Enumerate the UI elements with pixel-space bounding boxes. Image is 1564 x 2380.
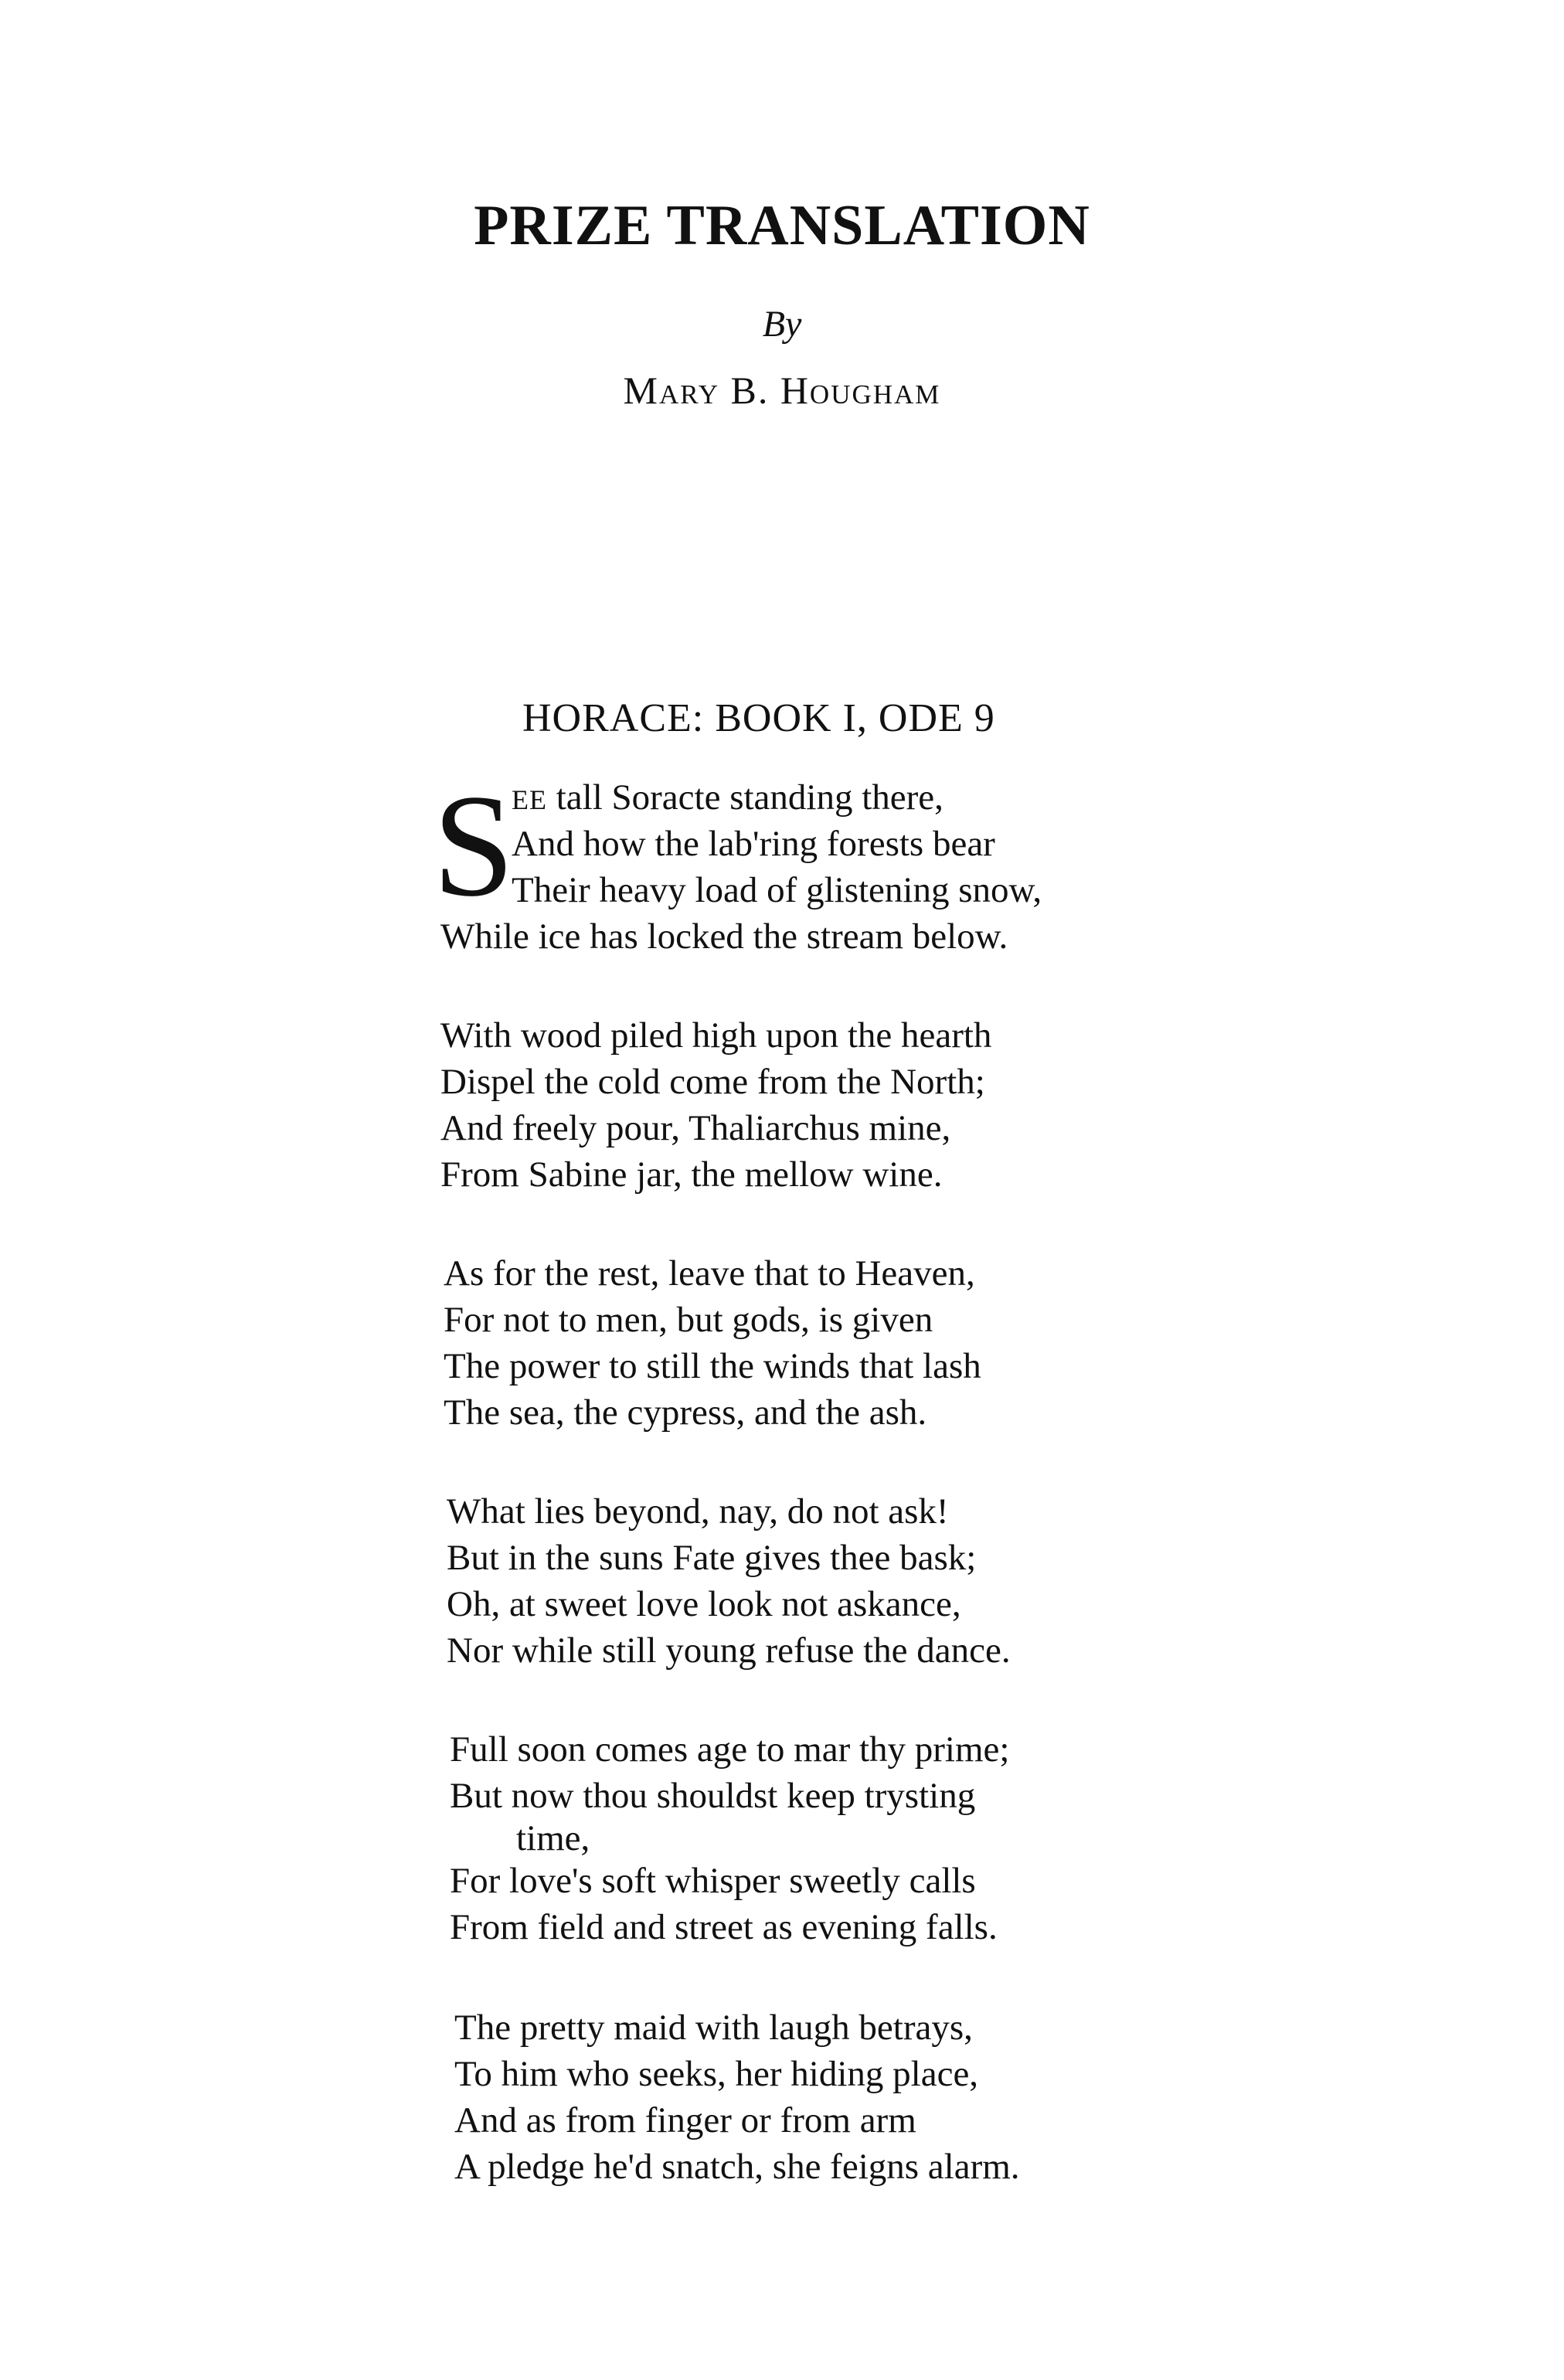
poem-line: From field and street as evening falls. bbox=[450, 1907, 998, 1947]
stanza-3 bbox=[444, 1250, 981, 1436]
poem-line: Full soon comes age to mar thy prime; bbox=[450, 1729, 1010, 1770]
poem-line: To him who seeks, her hiding place, bbox=[454, 2054, 979, 2094]
stanza-5 bbox=[450, 1726, 1009, 1950]
poem-line: And freely pour, Thaliarchus mine, bbox=[440, 1108, 951, 1148]
poem-line: But now thou shouldst keep trysting bbox=[450, 1776, 976, 1816]
poem-line: Oh, at sweet love look not askance, bbox=[447, 1584, 961, 1624]
poem-line: The sea, the cypress, and the ash. bbox=[444, 1392, 927, 1433]
byline-label: By bbox=[762, 304, 802, 345]
poem-title: HORACE: BOOK I, ODE 9 bbox=[522, 696, 995, 740]
poem-line: From Sabine jar, the mellow wine. bbox=[440, 1154, 943, 1195]
first-line-text: tall Soracte standing there, bbox=[546, 777, 944, 818]
poem-line: For love's soft whisper sweetly calls bbox=[450, 1861, 976, 1901]
stanza-2 bbox=[440, 1012, 991, 1198]
poem-line: For not to men, but gods, is given bbox=[444, 1300, 933, 1340]
poem-line: time, bbox=[516, 1818, 590, 1858]
poem-line: Dispel the cold come from the North; bbox=[440, 1062, 985, 1102]
stanza-1 bbox=[440, 774, 1042, 960]
poem-line: Nor while still young refuse the dance. bbox=[447, 1630, 1011, 1671]
drop-cap: S bbox=[433, 765, 515, 927]
poem-line: With wood piled high upon the hearth bbox=[440, 1015, 992, 1056]
stanza-6 bbox=[454, 2004, 1020, 2190]
poem-line: But in the suns Fate gives thee bask; bbox=[447, 1538, 977, 1578]
poem-line: A pledge he'd snatch, she feigns alarm. bbox=[454, 2147, 1020, 2187]
poem-line: And how the lab'ring forests bear bbox=[512, 824, 995, 864]
poem-line: While ice has locked the stream below. bbox=[440, 916, 1008, 957]
poem-line bbox=[440, 774, 1042, 821]
poem-line: The power to still the winds that lash bbox=[444, 1346, 981, 1386]
author-name: Mary B. Hougham bbox=[623, 369, 941, 412]
first-word-rest: EE bbox=[512, 784, 547, 815]
stanza-4 bbox=[447, 1488, 1011, 1674]
poem-line: And as from finger or from arm bbox=[454, 2100, 916, 2140]
page-title: PRIZE TRANSLATION bbox=[474, 194, 1090, 257]
poem-line: As for the rest, leave that to Heaven, bbox=[444, 1253, 975, 1294]
poem-line: The pretty maid with laugh betrays, bbox=[454, 2008, 973, 2048]
poem-line: Their heavy load of glistening snow, bbox=[512, 870, 1042, 910]
poem-line: What lies beyond, nay, do not ask! bbox=[447, 1491, 949, 1532]
